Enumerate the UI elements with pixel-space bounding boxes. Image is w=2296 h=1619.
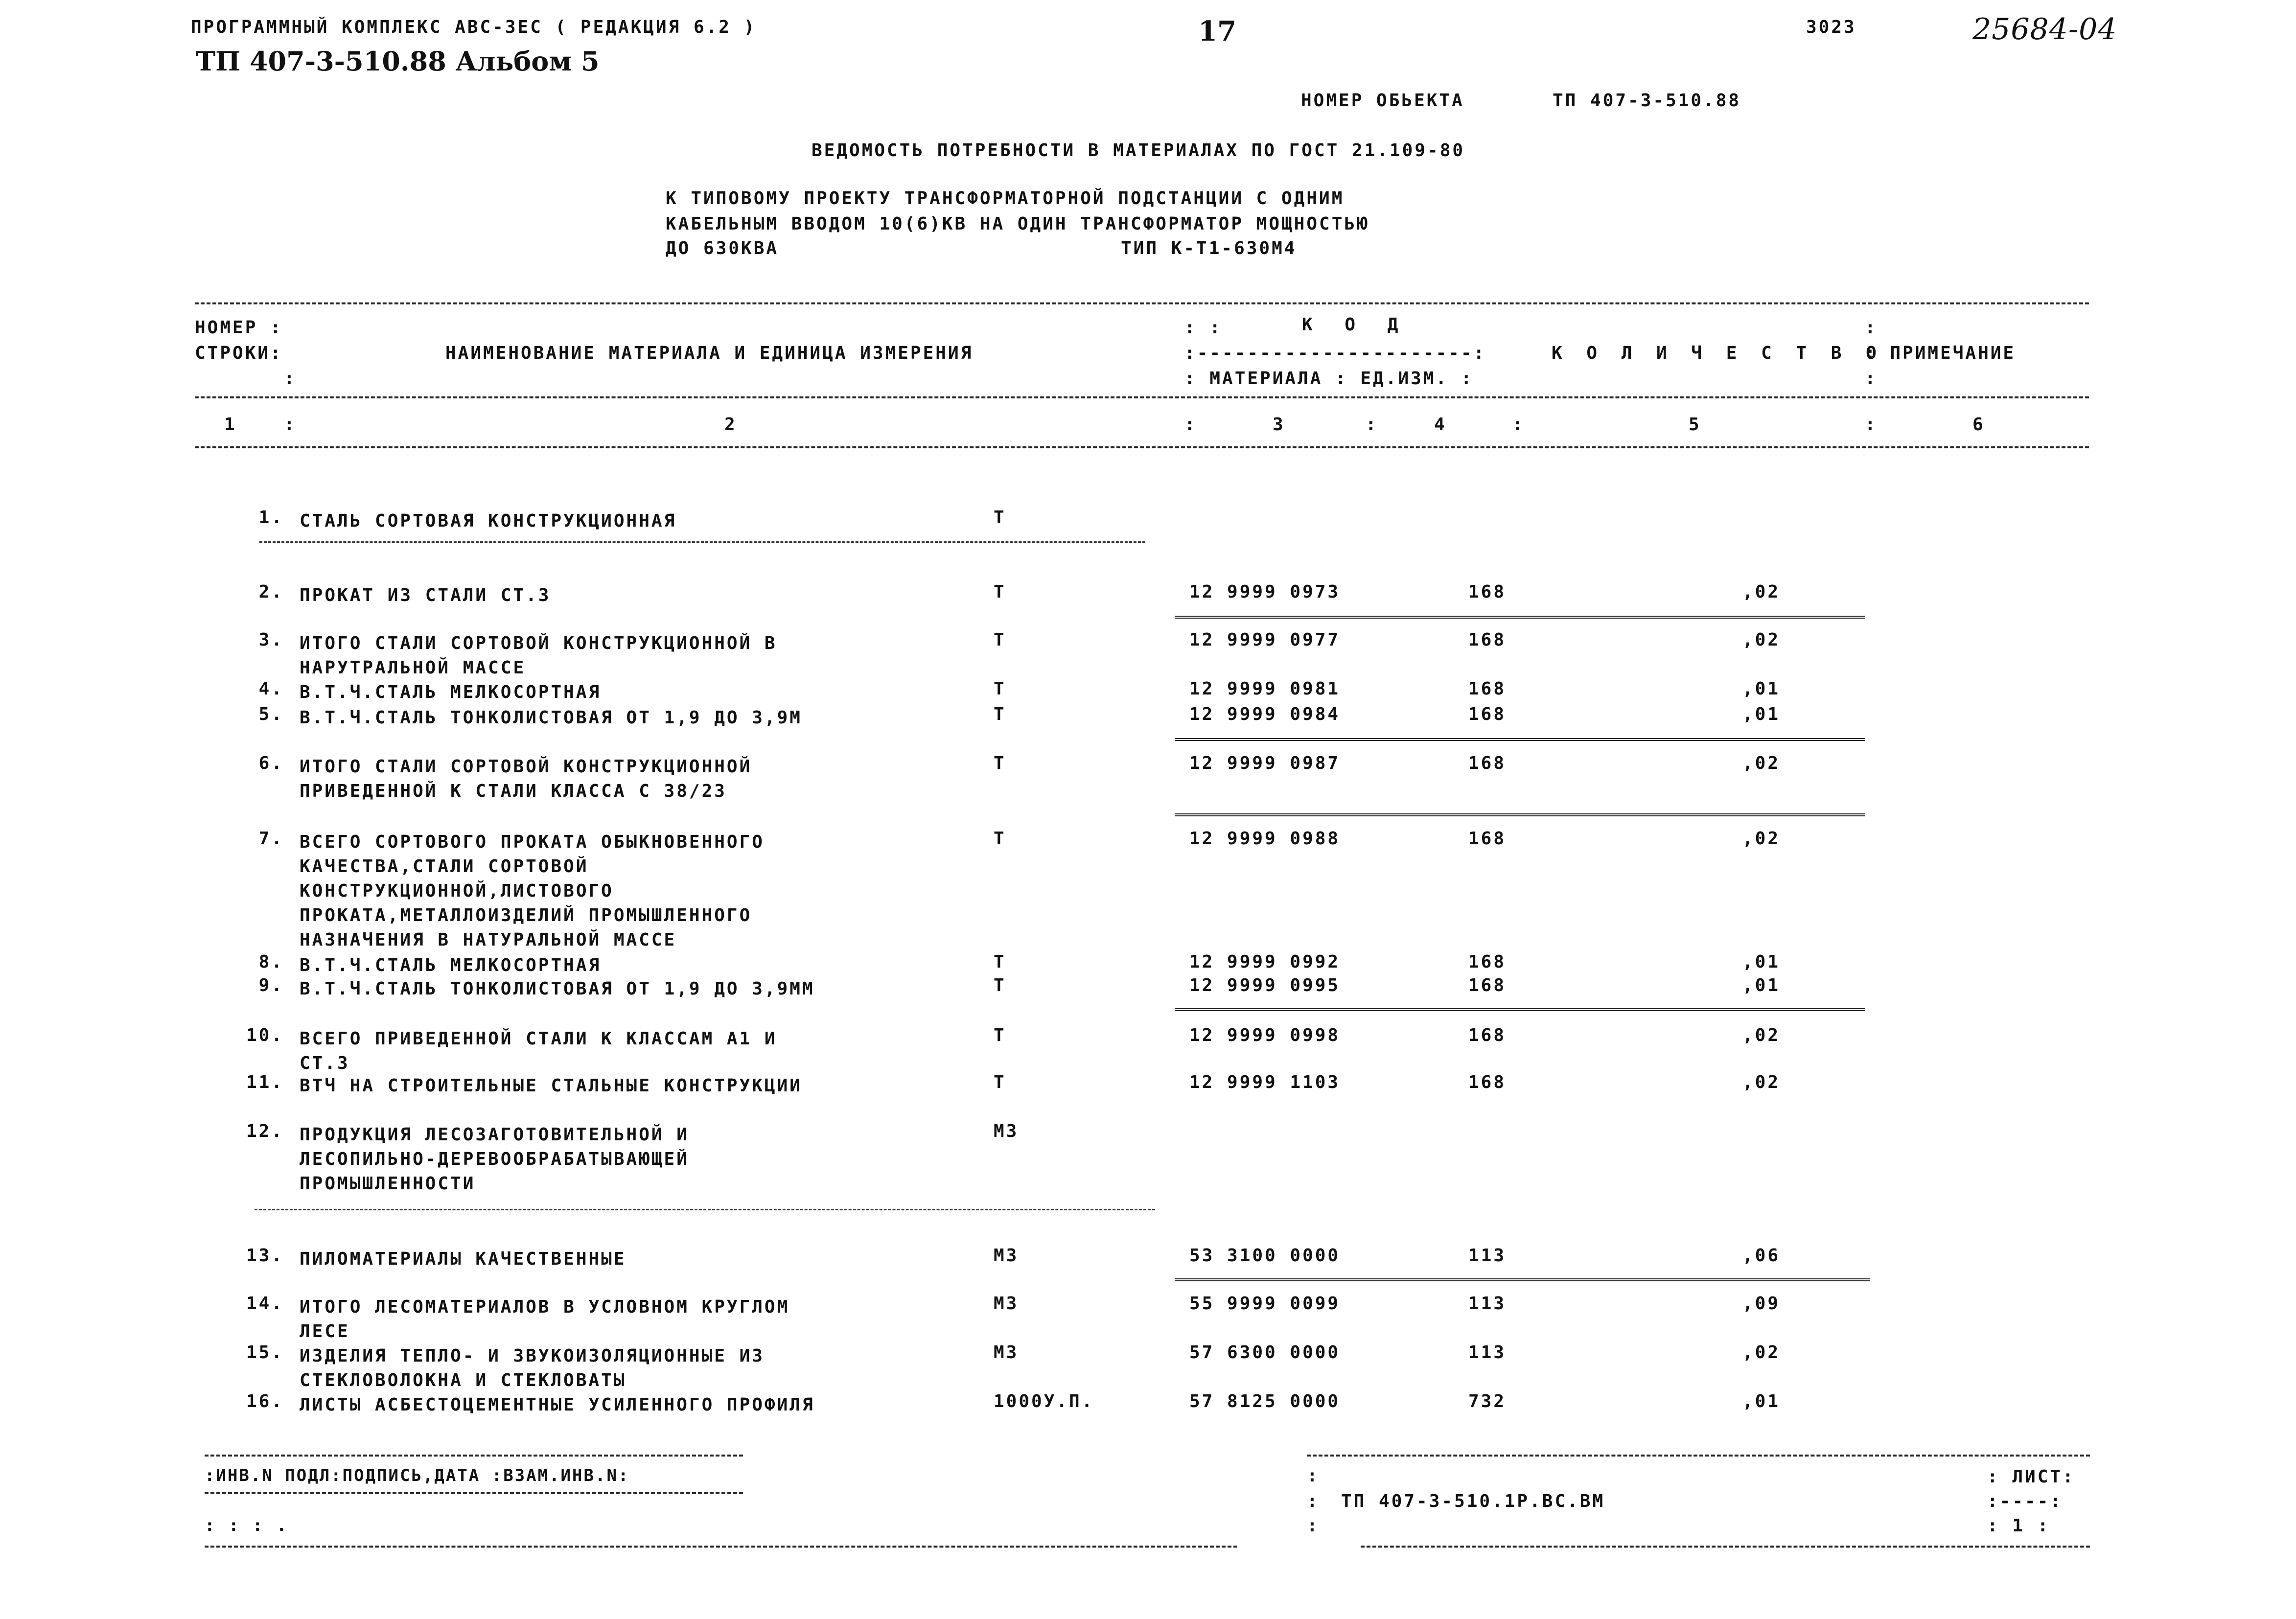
row-name: ПРОКАТ ИЗ СТАЛИ СТ.3 bbox=[300, 585, 551, 605]
row-unit: Т bbox=[994, 753, 1006, 773]
row-quantity: ,02 bbox=[1742, 1342, 1781, 1363]
sheet-label: : ЛИСТ: bbox=[1987, 1467, 2075, 1487]
col-qty-header: К О Л И Ч Е С Т В О bbox=[1552, 343, 1883, 363]
row-material-code: 12 9999 0998 bbox=[1189, 1025, 1341, 1045]
row-quantity: ,02 bbox=[1742, 1025, 1781, 1045]
project-album: ТП 407-3-510.88 Альбом 5 bbox=[196, 46, 600, 77]
header-rule-2 bbox=[195, 446, 2089, 448]
col-note-top: : bbox=[1865, 318, 1878, 338]
row-unit: Т bbox=[994, 704, 1006, 724]
row-unit: Т bbox=[994, 829, 1006, 849]
stamp-left-row: : : : . bbox=[205, 1516, 289, 1535]
sheet-number: : 1 : bbox=[1987, 1516, 2050, 1536]
object-value: ТП 407-3-510.88 bbox=[1553, 91, 1741, 111]
handwritten-number: 25684-04 bbox=[1972, 12, 2117, 46]
row-name: В.Т.Ч.СТАЛЬ МЕЛКОСОРТНАЯ bbox=[300, 955, 602, 975]
row-name: В.Т.Ч.СТАЛЬ ТОНКОЛИСТОВАЯ ОТ 1,9 ДО 3,9М bbox=[300, 708, 802, 728]
col-index-sep-1: : bbox=[284, 415, 297, 435]
col-index-2: 2 bbox=[724, 415, 737, 435]
row-unit: Т bbox=[994, 582, 1006, 602]
row-material-code: 12 9999 0977 bbox=[1189, 630, 1341, 650]
row-name: СТАЛЬ СОРТОВАЯ КОНСТРУКЦИОННАЯ bbox=[300, 511, 677, 531]
col-index-6: 6 bbox=[1972, 415, 1985, 435]
row-number: 10. bbox=[246, 1025, 284, 1045]
row-unit-code: 113 bbox=[1468, 1342, 1507, 1363]
col-code-divider: :----------------------: bbox=[1184, 343, 1486, 363]
row-unit: 1000У.П. bbox=[994, 1391, 1094, 1411]
doc-colon-2: : bbox=[1307, 1491, 1320, 1511]
row-unit-code: 168 bbox=[1468, 753, 1507, 773]
row-unit-code: 168 bbox=[1468, 1072, 1507, 1092]
col-note-bottom: : bbox=[1865, 369, 1878, 389]
col-code-subheader: : МАТЕРИАЛА : ЕД.ИЗМ. : bbox=[1184, 369, 1474, 389]
row-material-code: 53 3100 0000 bbox=[1189, 1246, 1341, 1266]
row-name: ИЗДЕЛИЯ ТЕПЛО- И ЗВУКОИЗОЛЯЦИОННЫЕ ИЗ СТЕКЛОВОЛОКНА И СТЕКЛОВАТЫ bbox=[300, 1346, 765, 1390]
row-material-code: 12 9999 0984 bbox=[1189, 704, 1341, 724]
row-quantity: ,02 bbox=[1742, 753, 1781, 773]
subtitle-line-1: К ТИПОВОМУ ПРОЕКТУ ТРАНСФОРМАТОРНОЙ ПОДСТАНЦИИ С ОДНИМ bbox=[666, 188, 1345, 208]
code-3023: 3023 bbox=[1806, 17, 1856, 37]
row-name: ИТОГО СТАЛИ СОРТОВОЙ КОНСТРУКЦИОННОЙ В НАРУТРАЛЬНОЙ МАССЕ bbox=[300, 633, 777, 678]
subtotal-rule bbox=[1175, 616, 1865, 619]
program-header: ПРОГРАММНЫЙ КОМПЛЕКС АВС-ЗЕС ( РЕДАКЦИЯ 6.2 ) bbox=[191, 17, 757, 37]
subtotal-rule bbox=[1175, 1008, 1865, 1011]
col-index-sep-5: : bbox=[1865, 415, 1878, 435]
row-material-code: 12 9999 0973 bbox=[1189, 582, 1341, 602]
row-material-code: 12 9999 0981 bbox=[1189, 679, 1341, 699]
row-unit: М3 bbox=[994, 1246, 1019, 1266]
col-index-5: 5 bbox=[1689, 415, 1701, 435]
row-name: ПРОДУКЦИЯ ЛЕСОЗАГОТОВИТЕЛЬНОЙ И ЛЕСОПИЛЬНО-ДЕРЕВООБРАБАТЫВАЮЩЕЙ ПРОМЫШЛЕННОСТИ bbox=[300, 1125, 689, 1194]
row-number: 8. bbox=[258, 952, 284, 972]
row-material-code: 12 9999 0992 bbox=[1189, 952, 1341, 972]
row-unit: Т bbox=[994, 1025, 1006, 1045]
row-quantity: ,01 bbox=[1742, 975, 1781, 995]
col-index-3: 3 bbox=[1273, 415, 1285, 435]
col-code-top: : : bbox=[1184, 318, 1223, 338]
row-quantity: ,02 bbox=[1742, 630, 1781, 650]
row-number: 16. bbox=[246, 1391, 284, 1411]
row-unit: М3 bbox=[994, 1294, 1019, 1314]
row-number: 2. bbox=[258, 582, 284, 602]
subtotal-rule bbox=[1175, 813, 1865, 816]
subtotal-rule bbox=[1175, 738, 1865, 741]
row-number: 15. bbox=[246, 1342, 284, 1363]
subtotal-rule bbox=[1175, 1278, 1870, 1281]
stamp-left-bottom-rule bbox=[205, 1546, 1237, 1548]
row-material-code: 12 9999 0995 bbox=[1189, 975, 1341, 995]
row-quantity: ,01 bbox=[1742, 952, 1781, 972]
row-name: ИТОГО СТАЛИ СОРТОВОЙ КОНСТРУКЦИОННОЙ ПРИВЕДЕННОЙ К СТАЛИ КЛАССА С 38/23 bbox=[300, 757, 752, 801]
stamp-right-top-rule bbox=[1307, 1455, 2090, 1457]
row-quantity: ,09 bbox=[1742, 1294, 1781, 1314]
row-unit-code: 168 bbox=[1468, 975, 1507, 995]
col-note-header: : ПРИМЕЧАНИЕ bbox=[1865, 343, 2016, 363]
row-unit: М3 bbox=[994, 1121, 1019, 1141]
col-name-header: НАИМЕНОВАНИЕ МАТЕРИАЛА И ЕДИНИЦА ИЗМЕРЕНИЯ bbox=[445, 343, 974, 363]
row-number: 5. bbox=[258, 704, 284, 724]
page-number: 17 bbox=[1198, 15, 1236, 47]
col-index-sep-2: : bbox=[1184, 415, 1197, 435]
row-unit: Т bbox=[994, 679, 1006, 699]
row-material-code: 12 9999 0987 bbox=[1189, 753, 1341, 773]
stamp-right-bottom-rule bbox=[1361, 1546, 2090, 1548]
row-unit-code: 168 bbox=[1468, 704, 1507, 724]
col-index-sep-3: : bbox=[1366, 415, 1378, 435]
section-rule bbox=[255, 1209, 1155, 1210]
row-number: 11. bbox=[246, 1072, 284, 1092]
row-unit: Т bbox=[994, 1072, 1006, 1092]
row-number: 1. bbox=[258, 508, 284, 528]
row-quantity: ,01 bbox=[1742, 704, 1781, 724]
row-quantity: ,02 bbox=[1742, 829, 1781, 849]
row-quantity: ,02 bbox=[1742, 1072, 1781, 1092]
row-number: 14. bbox=[246, 1294, 284, 1314]
row-quantity: ,01 bbox=[1742, 1391, 1781, 1411]
sheet-separator: :----: bbox=[1987, 1491, 2063, 1511]
row-quantity: ,01 bbox=[1742, 679, 1781, 699]
row-name: ЛИСТЫ АСБЕСТОЦЕМЕНТНЫЕ УСИЛЕННОГО ПРОФИЛЯ bbox=[300, 1395, 815, 1415]
row-name: В.Т.Ч.СТАЛЬ ТОНКОЛИСТОВАЯ ОТ 1,9 ДО 3,9ММ bbox=[300, 979, 815, 999]
col-num-line-3: : bbox=[284, 369, 297, 389]
subtitle-line-3a: ДО 630КВА bbox=[666, 238, 779, 258]
stamp-left-mid-rule bbox=[205, 1492, 743, 1494]
row-unit-code: 168 bbox=[1468, 679, 1507, 699]
row-material-code: 57 8125 0000 bbox=[1189, 1391, 1341, 1411]
row-unit-code: 168 bbox=[1468, 1025, 1507, 1045]
row-name: В.Т.Ч.СТАЛЬ МЕЛКОСОРТНАЯ bbox=[300, 682, 602, 702]
row-unit: Т bbox=[994, 952, 1006, 972]
row-unit: М3 bbox=[994, 1342, 1019, 1363]
object-label: НОМЕР ОБЬЕКТА bbox=[1301, 91, 1464, 111]
row-number: 12. bbox=[246, 1121, 284, 1141]
doc-colon-3: : bbox=[1307, 1516, 1320, 1536]
row-name: ВТЧ НА СТРОИТЕЛЬНЫЕ СТАЛЬНЫЕ КОНСТРУКЦИИ bbox=[300, 1076, 802, 1096]
row-name: ПИЛОМАТЕРИАЛЫ КАЧЕСТВЕННЫЕ bbox=[300, 1249, 626, 1269]
row-number: 4. bbox=[258, 679, 284, 699]
row-unit-code: 732 bbox=[1468, 1391, 1507, 1411]
col-index-sep-4: : bbox=[1512, 415, 1525, 435]
row-unit-code: 168 bbox=[1468, 630, 1507, 650]
col-code-header: К О Д bbox=[1302, 315, 1409, 335]
col-index-1: 1 bbox=[224, 415, 237, 435]
row-unit-code: 168 bbox=[1468, 582, 1507, 602]
section-rule bbox=[259, 541, 1145, 543]
row-name: ВСЕГО ПРИВЕДЕННОЙ СТАЛИ К КЛАССАМ А1 И СТ.3 bbox=[300, 1029, 777, 1073]
row-material-code: 12 9999 0988 bbox=[1189, 829, 1341, 849]
stamp-left-header: :ИНВ.N ПОДЛ:ПОДПИСЬ,ДАТА :ВЗАМ.ИНВ.N: bbox=[205, 1466, 630, 1485]
row-quantity: ,02 bbox=[1742, 582, 1781, 602]
header-rule-1 bbox=[195, 396, 2089, 398]
row-number: 3. bbox=[258, 630, 284, 650]
row-material-code: 12 9999 1103 bbox=[1189, 1072, 1341, 1092]
row-unit: Т bbox=[994, 630, 1006, 650]
col-index-4: 4 bbox=[1434, 415, 1447, 435]
row-material-code: 55 9999 0099 bbox=[1189, 1294, 1341, 1314]
row-number: 13. bbox=[246, 1246, 284, 1266]
row-unit-code: 168 bbox=[1468, 829, 1507, 849]
row-number: 7. bbox=[258, 829, 284, 849]
row-quantity: ,06 bbox=[1742, 1246, 1781, 1266]
table-top-rule bbox=[195, 302, 2089, 304]
col-num-line-1: НОМЕР : bbox=[195, 318, 283, 338]
col-num-line-2: СТРОКИ: bbox=[195, 343, 283, 363]
row-unit-code: 168 bbox=[1468, 952, 1507, 972]
row-number: 6. bbox=[258, 753, 284, 773]
row-name: ВСЕГО СОРТОВОГО ПРОКАТА ОБЫКНОВЕННОГО КАЧЕСТВА,СТАЛИ СОРТОВОЙ КОНСТРУКЦИОННОЙ,ЛИСТОВОГО ПРОКАТА,МЕТАЛЛОИЗДЕЛИЙ ПРОМЫШЛЕННОГО НАЗНАЧЕНИЯ В НАТУРАЛЬНОЙ МАССЕ bbox=[300, 832, 765, 950]
row-unit: Т bbox=[994, 508, 1006, 528]
row-unit-code: 113 bbox=[1468, 1246, 1507, 1266]
subtitle-line-2: КАБЕЛЬНЫМ ВВОДОМ 10(6)КВ НА ОДИН ТРАНСФОРМАТОР МОЩНОСТЬЮ bbox=[666, 214, 1369, 234]
subtitle-line-3b: ТИП К-Т1-630М4 bbox=[1121, 238, 1297, 258]
row-unit-code: 113 bbox=[1468, 1294, 1507, 1314]
doc-colon-1: : bbox=[1307, 1466, 1320, 1486]
row-unit: Т bbox=[994, 975, 1006, 995]
row-name: ИТОГО ЛЕСОМАТЕРИАЛОВ В УСЛОВНОМ КРУГЛОМ ЛЕСЕ bbox=[300, 1297, 790, 1341]
stamp-left-top-rule bbox=[205, 1455, 743, 1457]
row-number: 9. bbox=[258, 975, 284, 995]
row-material-code: 57 6300 0000 bbox=[1189, 1342, 1341, 1363]
document-code: ТП 407-3-510.1Р.ВС.ВМ bbox=[1341, 1491, 1605, 1511]
document-title: ВЕДОМОСТЬ ПОТРЕБНОСТИ В МАТЕРИАЛАХ ПО ГОСТ 21.109-80 bbox=[812, 140, 1465, 161]
